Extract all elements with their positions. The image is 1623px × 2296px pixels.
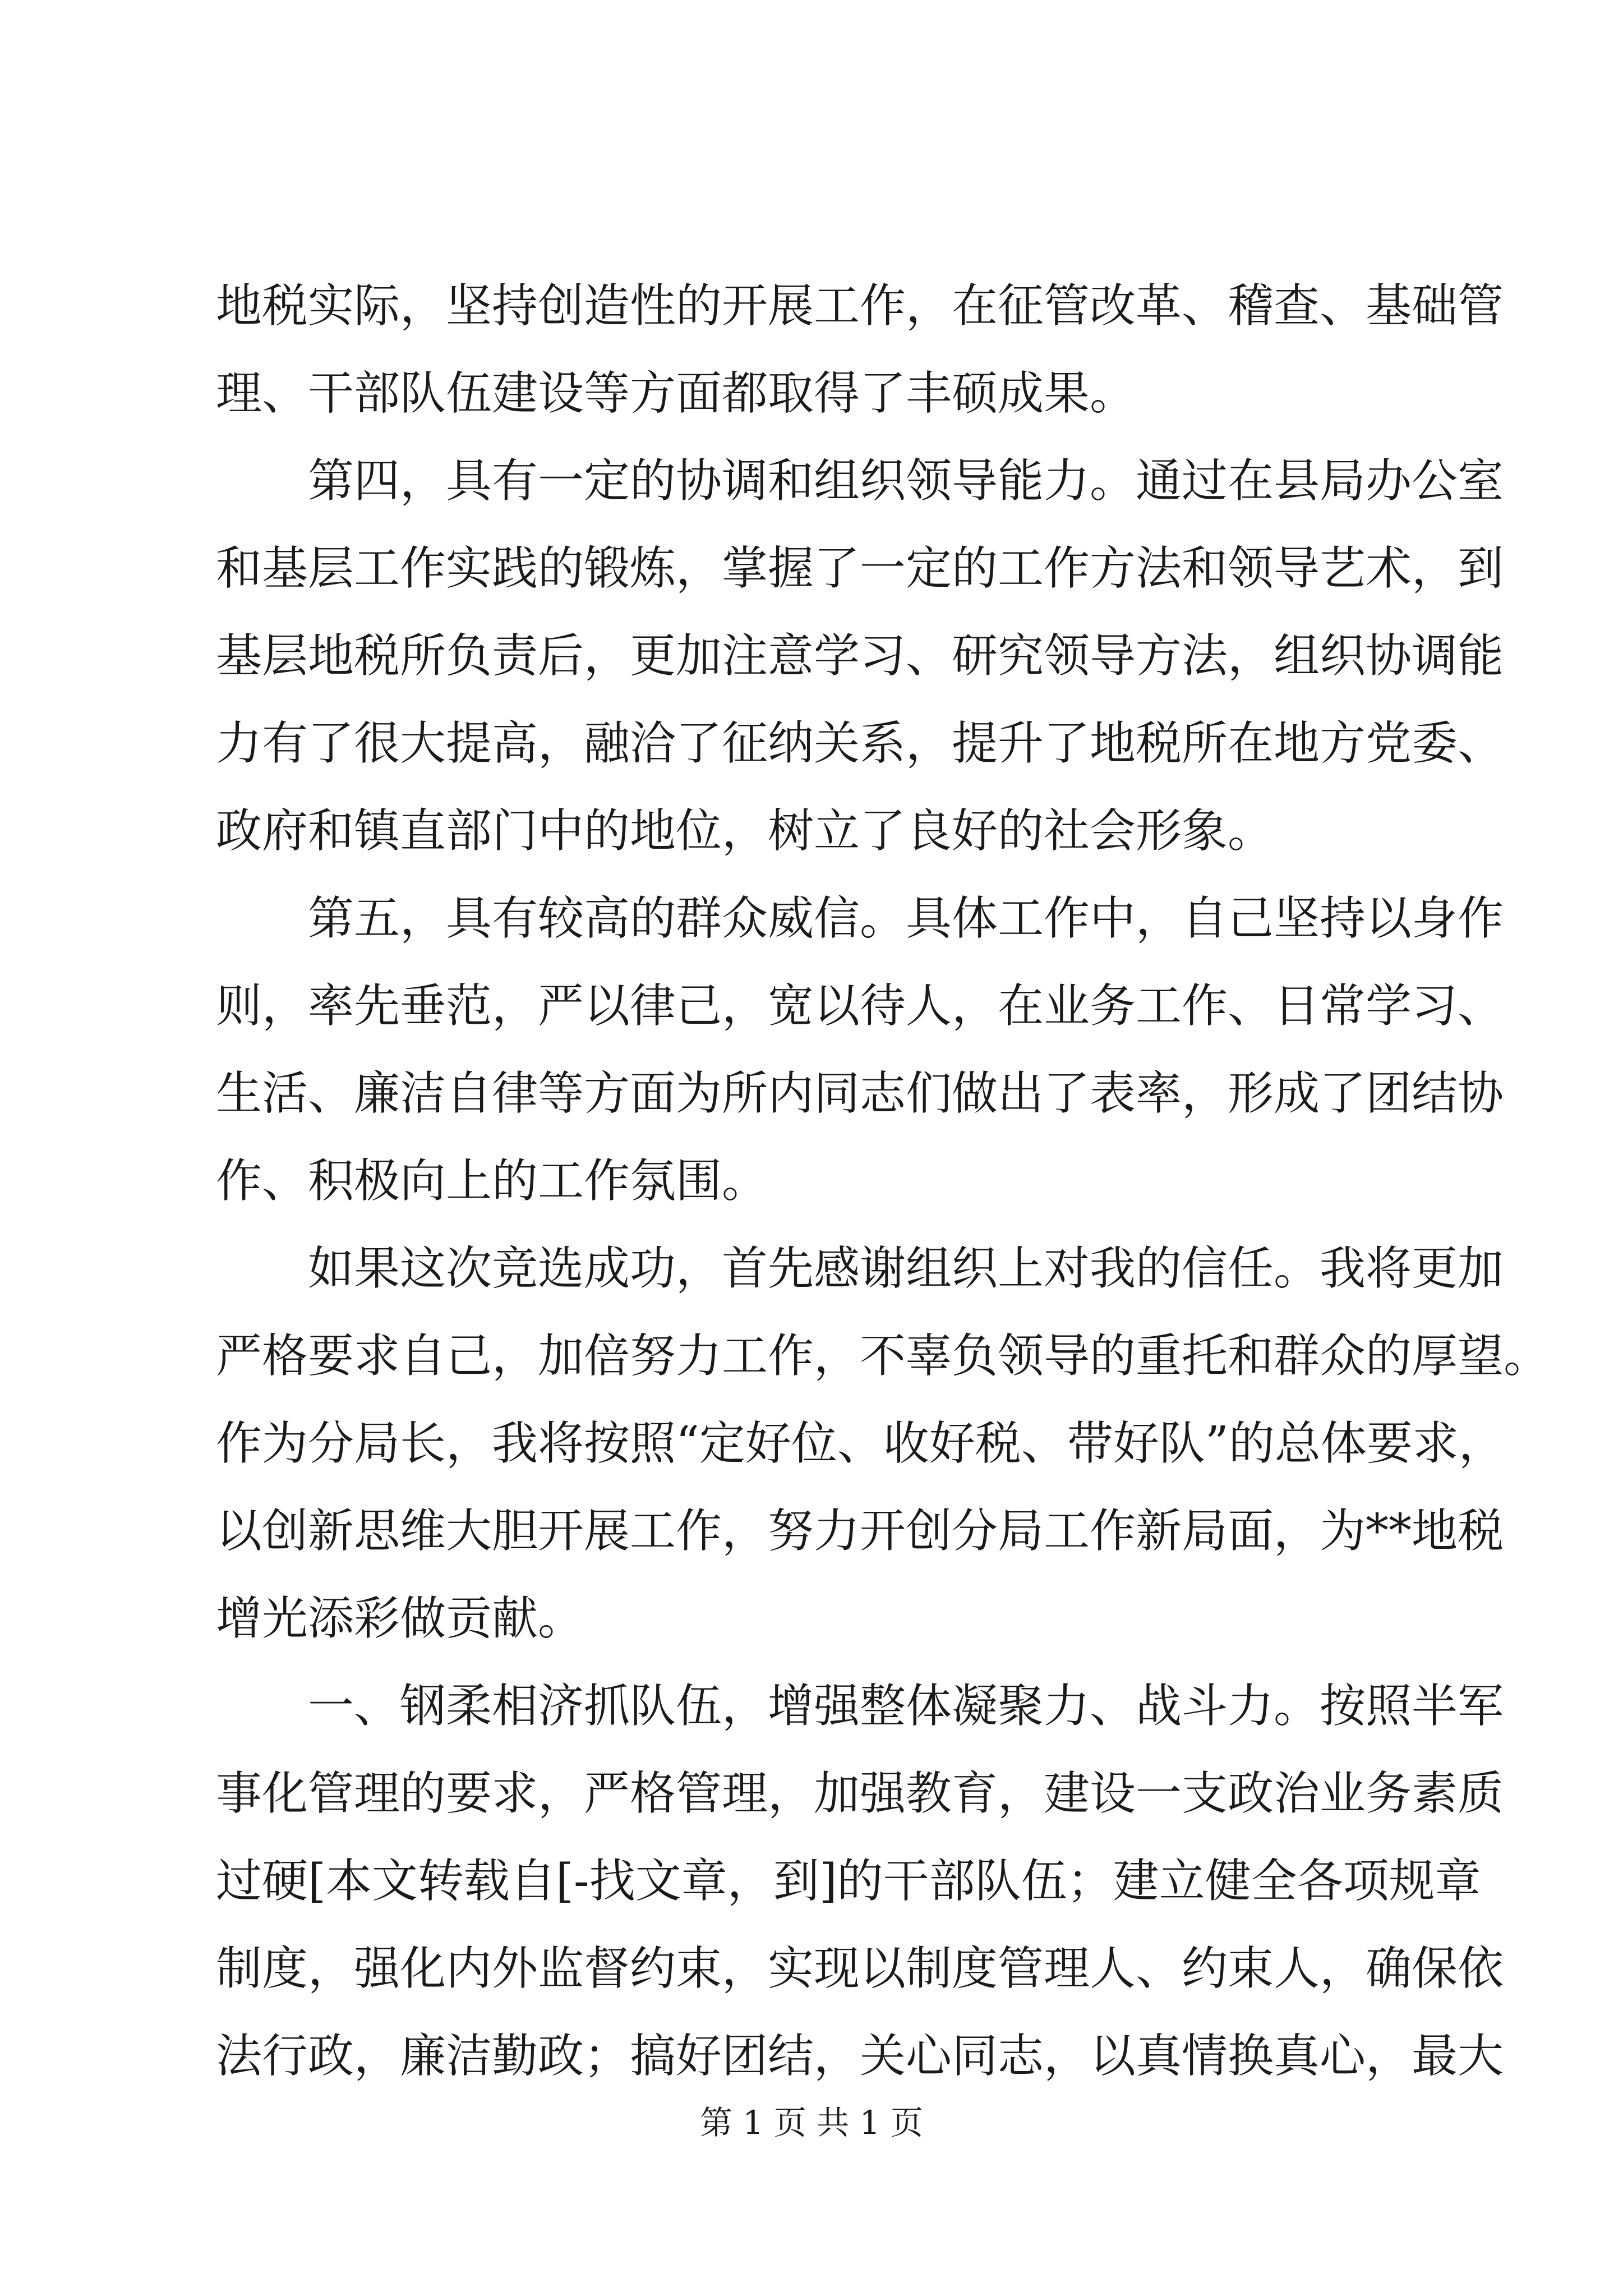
body-text-line: 作、积极向上的工作氛围。 <box>216 1154 768 1208</box>
body-text-line: 法行政，廉洁勤政；搞好团结，关心同志，以真情换真心，最大 <box>216 2030 1504 2083</box>
body-text-line: 生活、廉洁自律等方面为所内同志们做出了表率，形成了团结协 <box>216 1067 1504 1120</box>
body-text-line: 第四，具有一定的协调和组织领导能力。通过在县局办公室 <box>308 454 1504 508</box>
body-text-line: 严格要求自己，加倍努力工作，不辜负领导的重托和群众的厚望。 <box>216 1329 1550 1383</box>
body-text-line: 事化管理的要求，严格管理，加强教育，建设一支政治业务素质 <box>216 1767 1504 1820</box>
body-text-line: 增光添彩做贡献。 <box>216 1592 584 1645</box>
document-body <box>216 263 1550 2100</box>
page-footer: 第 1 页 共 1 页 <box>700 2104 923 2142</box>
body-text-line: 政府和镇直部门中的地位，树立了良好的社会形象。 <box>216 804 1274 858</box>
body-text-line: 以创新思维大胆开展工作，努力开创分局工作新局面，为**地税 <box>216 1504 1504 1558</box>
body-text-line: 地税实际，坚持创造性的开展工作，在征管改革、稽查、基础管 <box>216 279 1504 333</box>
body-text-line: 如果这次竞选成功，首先感谢组织上对我的信任。我将更加 <box>308 1242 1504 1295</box>
body-text-line: 制度，强化内外监督约束，实现以制度管理人、约束人，确保依 <box>216 1942 1504 1995</box>
body-text-line: 和基层工作实践的锻炼，掌握了一定的工作方法和领导艺术，到 <box>216 542 1504 595</box>
body-text-line: 理、干部队伍建设等方面都取得了丰硕成果。 <box>216 367 1136 420</box>
body-text-line: 基层地税所负责后，更加注意学习、研究领导方法，组织协调能 <box>216 629 1504 683</box>
body-text-line: 力有了很大提高，融洽了征纳关系，提升了地税所在地方党委、 <box>216 717 1504 770</box>
body-text-line: 作为分局长，我将按照“定好位、收好税、带好队”的总体要求， <box>216 1417 1505 1470</box>
body-text-line: 一、钢柔相济抓队伍，增强整体凝聚力、战斗力。按照半军 <box>308 1680 1504 1733</box>
body-text-line: 过硬[本文转载自[-找文章，到]的干部队伍；建立健全各项规章 <box>216 1855 1481 1908</box>
body-text-line: 第五，具有较高的群众威信。具体工作中，自己坚持以身作 <box>308 892 1504 945</box>
body-text-line: 则，率先垂范，严以律己，宽以待人，在业务工作、日常学习、 <box>216 979 1504 1033</box>
